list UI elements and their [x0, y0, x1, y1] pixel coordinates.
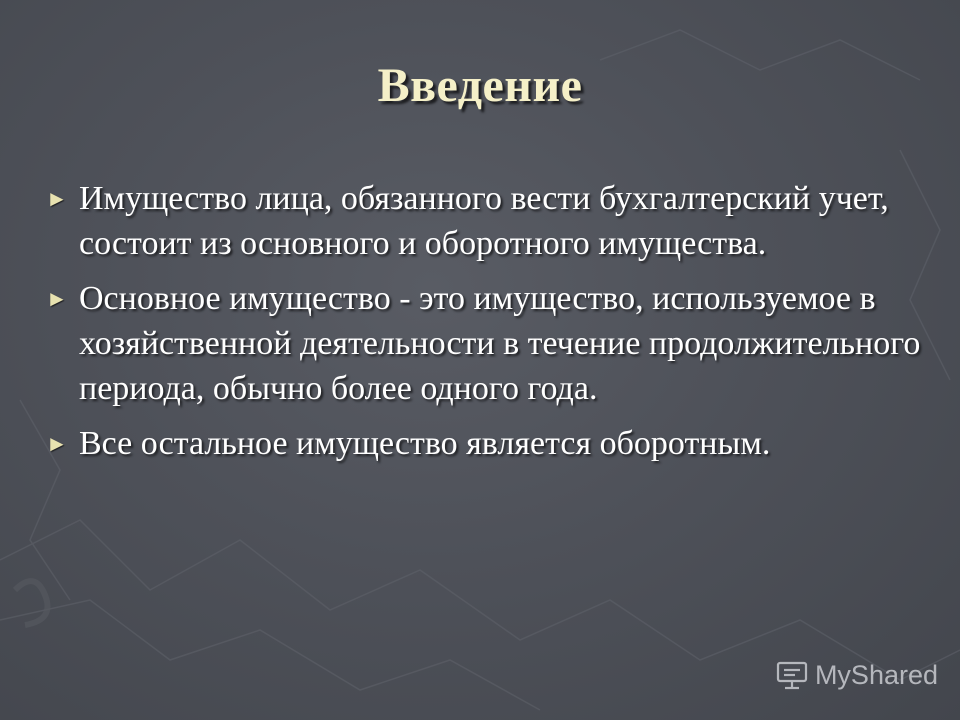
bullet-arrow-icon: ► — [46, 186, 68, 211]
bullet-text: Все остальное имущество является оборотным. — [79, 425, 771, 462]
presentation-board-icon — [775, 658, 809, 692]
bullet-text: Основное имущество - это имущество, используемое в хозяйственной деятельности в течение продолжительного периода, обычно более одного года. — [79, 280, 921, 407]
watermark-text: MyShared — [814, 659, 938, 690]
bullet-item — [46, 421, 926, 466]
bullet-list — [46, 176, 926, 476]
bullet-item — [46, 176, 926, 266]
bullet-item — [46, 276, 926, 411]
bullet-text: Имущество лица, обязанного вести бухгалтерский учет, состоит из основного и оборотного имущества. — [79, 180, 889, 262]
bullet-arrow-icon: ► — [46, 286, 68, 311]
slide-title: Введение — [377, 59, 583, 112]
watermark — [775, 658, 938, 692]
bullet-arrow-icon: ► — [46, 431, 68, 456]
